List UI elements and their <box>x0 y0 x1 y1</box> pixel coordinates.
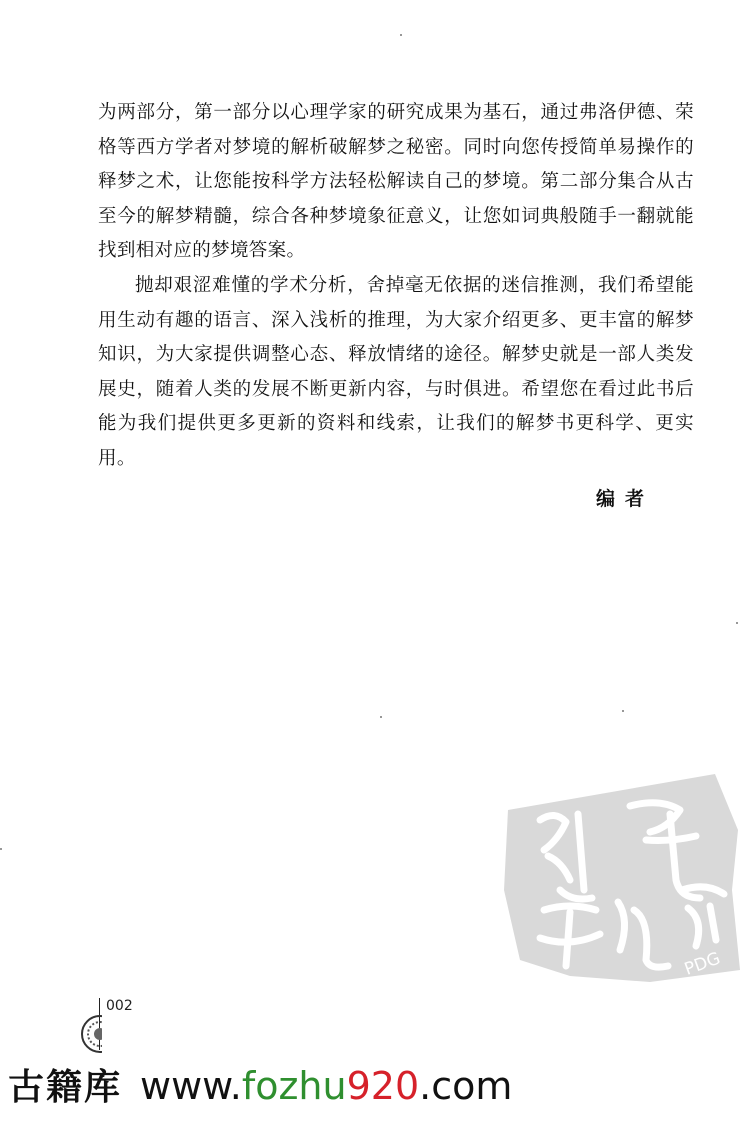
page-number: 002 <box>106 998 133 1014</box>
footer-url-suffix: .com <box>419 1064 513 1108</box>
page-corner-ornament-icon <box>76 1012 102 1058</box>
paragraph-2: 抛却艰涩难懂的学术分析，舍掉毫无依据的迷信推测，我们希望能用生动有趣的语言、深入浅析的推理，为大家介绍更多、更丰富的解梦知识，为大家提供调整心态、释放情绪的途径。解梦史就是一部人类发展史，随着人类的发展不断更新内容，与时俱进。希望您在看过此书后能为我们提供更多更新的资料和线索，让我们的解梦书更科学、更实用。 <box>98 274 694 469</box>
body-text <box>98 96 694 477</box>
scan-speck <box>0 848 2 850</box>
footer-url-number: 920 <box>346 1064 420 1108</box>
scan-speck <box>400 34 402 36</box>
stamp-label: PDG <box>681 948 724 980</box>
footer-site-name: 古籍库 <box>8 1066 123 1108</box>
footer-url-prefix: www. <box>140 1064 242 1108</box>
footer-url-domain: fozhu <box>241 1064 347 1108</box>
scan-speck <box>380 716 382 718</box>
scan-speck <box>622 710 624 712</box>
paragraph-1: 为两部分，第一部分以心理学家的研究成果为基石，通过弗洛伊德、荣格等西方学者对梦境的解析破解梦之秘密。同时向您传授简单易操作的释梦之术，让您能按科学方法轻松解读自己的梦境。第二部分集合从古至今的解梦精髓，综合各种梦境象征意义，让您如词典般随手一翻就能找到相对应的梦境答案。 <box>98 102 694 262</box>
scan-speck <box>736 622 738 624</box>
author-signature: 编者 <box>596 488 655 510</box>
footer-watermark <box>8 1062 512 1110</box>
seal-stamp-watermark <box>500 770 745 985</box>
